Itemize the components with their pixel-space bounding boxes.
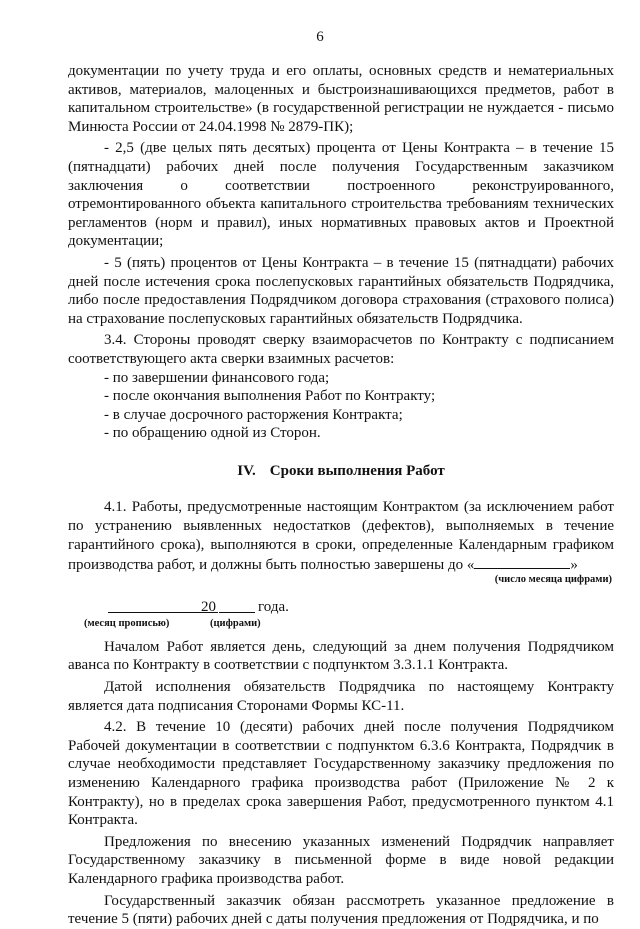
paragraph-4-1-text: 4.1. Работы, предусмотренные настоящим Контрактом (за исключением работ по устранению выявленных недостатков (дефектов), выполняемых в течение гарантийного срока), выполняются в сроки, определенные Календарным графиком производства работ, и должны быть полностью завершены до «: [68, 499, 614, 574]
paragraph-review: Государственный заказчик обязан рассмотреть указанное предложение в течение 5 (пяти) рабочих дней с даты получения предложения от Подрядчика, и по: [68, 892, 614, 928]
section-number: IV.: [237, 462, 256, 479]
paragraph-4-2: 4.2. В течение 10 (десяти) рабочих дней после получения Подрядчиком Рабочей документации в соответствии с подпунктом 6.3.6 Контракта, Подрядчик в случае необходимости представляет Государственному заказчику предложения по изменению Календарного графика производства работ (Приложение № 2 к Контракту), но в пределах срока завершения Работ, предусмотренного пунктом 4.1 Контракта.: [68, 719, 614, 829]
document-body: [68, 62, 614, 929]
section-title: Сроки выполнения Работ: [269, 462, 445, 479]
paragraph-3-4: 3.4. Стороны проводят сверку взаиморасчетов по Контракту с подписанием соответствующего акта сверки взаимных расчетов:: [68, 332, 614, 367]
paragraph-proposals: Предложения по внесению указанных изменений Подрядчик направляет Государственному заказчику в письменной форме в виде новой редакции Календарного графика производства работ.: [68, 833, 614, 887]
section-heading: [68, 462, 614, 481]
paragraph-start-of-works: Началом Работ является день, следующий за днем получения Подрядчиком аванса по Контракту в соответствии с подпунктом 3.3.1.1 Контракта.: [68, 638, 614, 674]
date-fill-row: [68, 598, 614, 618]
year-suffix: года.: [258, 598, 289, 615]
paragraph-payment-2-5: - 2,5 (две целых пять десятых) процента от Цены Контракта – в течение 15 (пятнадцати) рабочих дней после получения Государственным заказчиком заключения о соответствии построенного реконструированного, отремонтированного объекта капитального строительства требованиям технических регламентов (норм и правил), иных нормативных правовых актов и Проектной документации;: [68, 140, 614, 250]
note-digits: (цифрами): [210, 617, 261, 629]
paragraph-continuation: документации по учету труда и его оплаты, основных средств и нематериальных активов, материалов, малоценных и быстроизнашивающихся предметов, работ в капитальном строительстве» (в государственной регистрации не нуждается - письмо Минюста России от 24.04.1998 № 2879-ПК);: [68, 63, 614, 135]
paragraph-4-1: [68, 498, 614, 574]
year-blank: [219, 598, 255, 613]
list-item: - по обращению одной из Сторон.: [104, 425, 321, 442]
list-item: - в случае досрочного расторжения Контракта;: [104, 406, 403, 423]
date-notes-row: [68, 618, 614, 632]
paragraph-completion-date: Датой исполнения обязательств Подрядчика по настоящему Контракту является дата подписания Сторонами Формы КС-11.: [68, 679, 614, 714]
year-prefix: 20: [201, 598, 216, 615]
note-month: (месяц прописью): [84, 617, 170, 629]
note-day: (число месяца цифрами): [494, 573, 612, 585]
day-blank: [474, 554, 570, 569]
quote-close: »: [570, 557, 578, 574]
list-item: - после окончания выполнения Работ по Контракту;: [104, 388, 436, 405]
paragraph-payment-5: - 5 (пять) процентов от Цены Контракта – в течение 15 (пятнадцати) рабочих дней после истечения срока послепусковых гарантийных обязательств Подрядчика, либо после предоставления Подрядчиком договора страхования (страхового полиса) на страхование послепусковых гарантийных обязательств Подрядчика.: [68, 254, 614, 327]
page-number: 6: [316, 29, 324, 45]
list-item: - по завершении финансового года;: [104, 369, 330, 386]
